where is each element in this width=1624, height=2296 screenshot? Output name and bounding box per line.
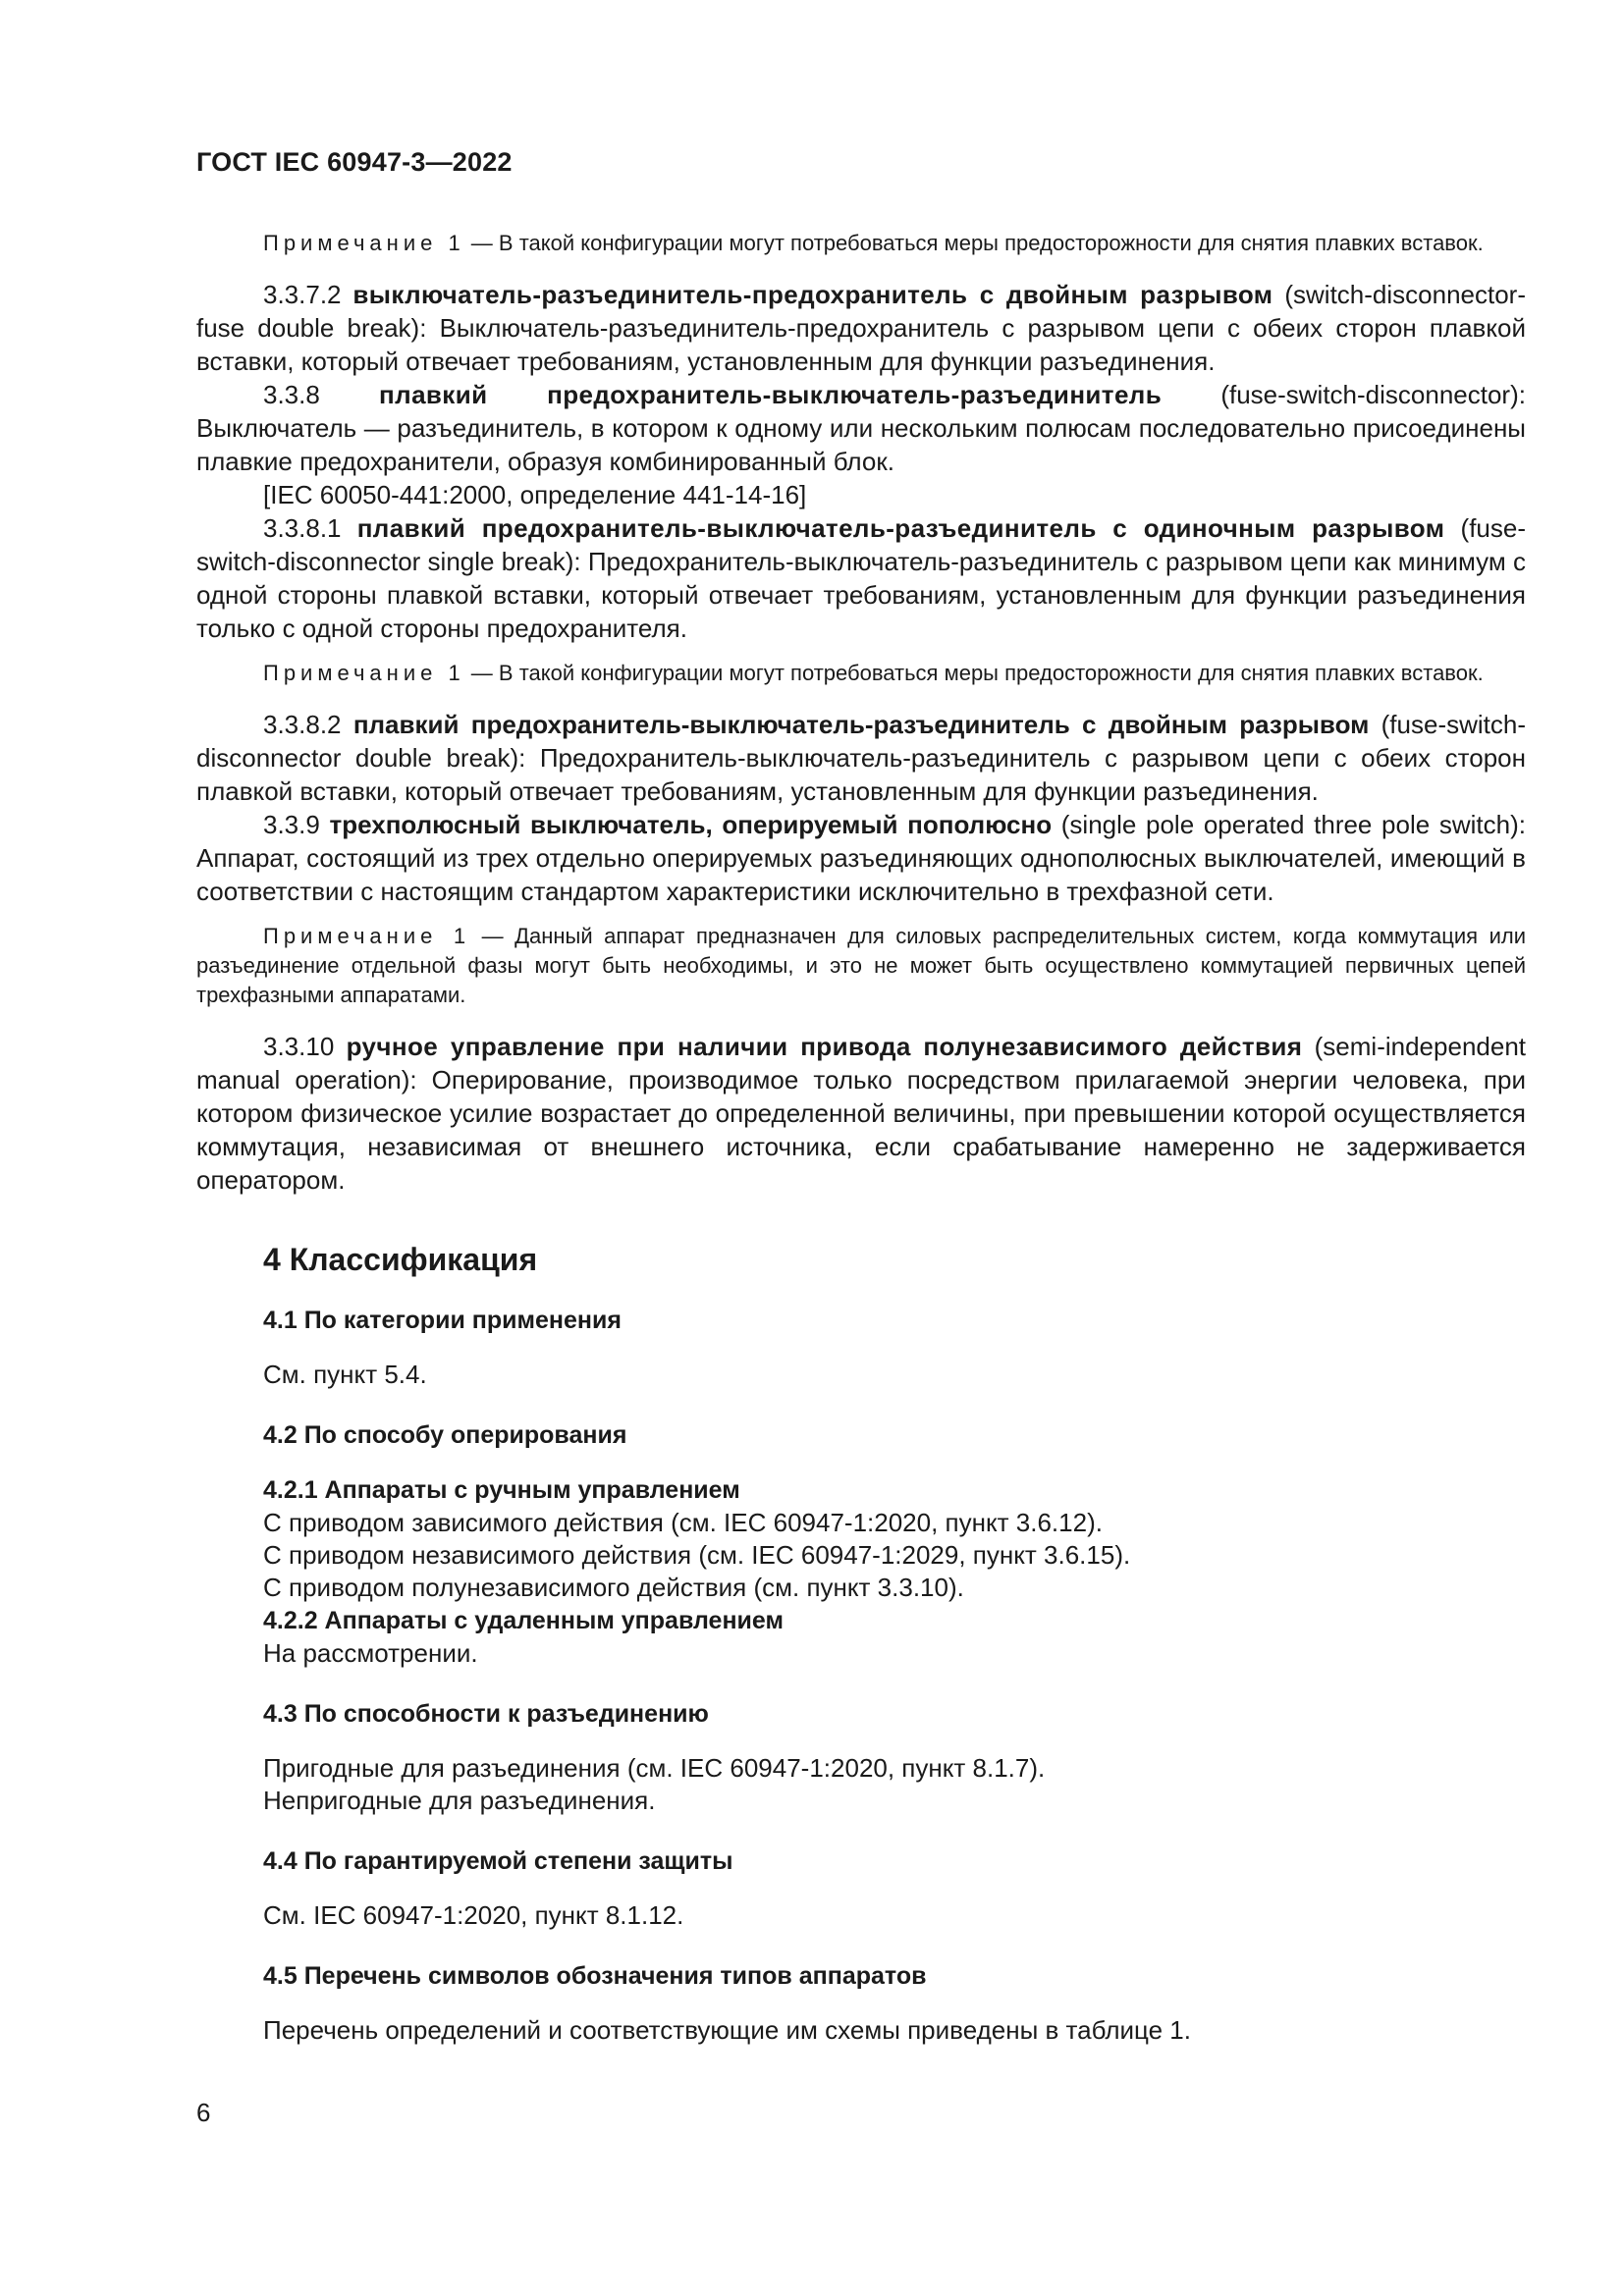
subsection-title: 4.5 Перечень символов обозначения типов аппаратов	[263, 1962, 927, 1990]
body-line: Непригодные для разъединения.	[263, 1786, 656, 1815]
term-3-3-8-2	[196, 708, 1526, 808]
subsection-title: 4.1 По категории применения	[263, 1307, 622, 1334]
note	[196, 229, 1526, 258]
clause-number: 3.3.10	[263, 1032, 347, 1061]
note-text: — Данный аппарат предназначен для силовых распределительных систем, когда коммутация или разъединение отдельной фазы могут быть необходимы, и это не может быть осуществлено коммутацией первичных цепей трехфазными аппаратами.	[196, 924, 1526, 1007]
clause-number: 3.3.8	[263, 380, 380, 409]
body-line: Пригодные для разъединения (см. IEC 60947-1:2020, пункт 8.1.7).	[263, 1753, 1046, 1783]
clause-number: 3.3.7.2	[263, 280, 353, 309]
document-page	[196, 147, 1526, 2047]
clause-number: 3.3.8.2	[263, 710, 353, 739]
clause-number: 3.3.9	[263, 810, 330, 839]
note	[196, 659, 1526, 688]
note-label: Примечание 1	[263, 924, 471, 948]
body-line: С приводом полунезависимого действия (см. пункт 3.3.10).	[263, 1573, 964, 1602]
term-3-3-7-2	[196, 278, 1526, 378]
page-number: 6	[196, 2098, 211, 2127]
subsection-title: 4.4 По гарантируемой степени защиты	[263, 1847, 733, 1875]
document-header: ГОСТ IEC 60947-3—2022	[196, 147, 513, 177]
body-line: Перечень определений и соответствующие им схемы приведены в таблице 1.	[263, 2015, 1191, 2045]
term-3-3-9	[196, 808, 1526, 908]
term-name: ручное управление при наличии привода полунезависимого действия	[346, 1032, 1303, 1061]
term-definition: (fuse-switch-disconnector double break): Предохранитель-выключатель-разъединитель с разрывом цепи с обеих сторон плавкой вставки, который отвечает требованиям, установленным для функции разъединения.	[196, 710, 1526, 806]
note	[196, 922, 1526, 1010]
clause-number: 3.3.8.1	[263, 513, 357, 543]
note-label: Примечание 1	[263, 231, 465, 255]
note-text: — В такой конфигурации могут потребоваться меры предосторожности для снятия плавких вставок.	[464, 231, 1484, 255]
term-definition: (fuse-switch-disconnector): Выключатель — разъединитель, в котором к одному или нескольким полюсам последовательно присоединены плавкие предохранители, образуя комбинированный блок.	[196, 380, 1526, 476]
term-definition: (semi-independent manual operation): Оперирование, производимое только посредством прилагаемой энергии человека, при котором физическое усилие возрастает до определенной величины, при превышении которой осуществляется коммутация, независимая от внешнего источника, если срабатывание намеренно не задерживается оператором.	[196, 1032, 1527, 1195]
subsection-title: 4.2.1 Аппараты с ручным управлением	[263, 1476, 740, 1504]
term-definition: (fuse-switch-disconnector single break): Предохранитель-выключатель-разъединитель с разрывом цепи как минимум с одной стороны плавкой вставки, который отвечает требованиям, установленным для функции разъединения только с одной стороны предохранителя.	[196, 513, 1526, 643]
body-line: См. IEC 60947-1:2020, пункт 8.1.12.	[263, 1900, 684, 1930]
section-title: 4 Классификация	[263, 1242, 538, 1277]
term-3-3-8	[196, 378, 1526, 478]
body-line: С приводом независимого действия (см. IEC 60947-1:2029, пункт 3.6.15).	[263, 1540, 1131, 1570]
body-line: См. пункт 5.4.	[263, 1360, 427, 1389]
term-3-3-10	[196, 1030, 1526, 1197]
subsection-title: 4.2 По способу оперирования	[263, 1421, 627, 1449]
term-name: плавкий предохранитель-выключатель-разъединитель с двойным разрывом	[352, 710, 1370, 739]
term-definition: (switch-disconnector-fuse double break): Выключатель-разъединитель-предохранитель с разрывом цепи с обеих сторон плавкой вставки, который отвечает требованиям, установленным для функции разъединения.	[196, 280, 1526, 376]
body-line: На рассмотрении.	[263, 1638, 478, 1668]
term-name: плавкий предохранитель-выключатель-разъединитель	[379, 380, 1163, 409]
subsection-title: 4.2.2 Аппараты с удаленным управлением	[263, 1607, 784, 1634]
note-text: — В такой конфигурации могут потребоваться меры предосторожности для снятия плавких вставок.	[464, 661, 1484, 685]
body-line: С приводом зависимого действия (см. IEC 60947-1:2020, пункт 3.6.12).	[263, 1508, 1103, 1537]
term-name: выключатель-разъединитель-предохранитель с двойным разрывом	[352, 280, 1273, 309]
term-definition: (single pole operated three pole switch): Аппарат, состоящий из трех отдельно оперируемых разъединяющих однополюсных выключателей, имеющий в соответствии с настоящим стандартом характеристики исключительно в трехфазной сети.	[196, 810, 1526, 906]
reference-line: [IEC 60050-441:2000, определение 441-14-16]	[263, 480, 807, 509]
term-3-3-8-1	[196, 511, 1526, 645]
term-name: трехполюсный выключатель, оперируемый пополюсно	[329, 810, 1053, 839]
note-label: Примечание 1	[263, 661, 465, 685]
term-name: плавкий предохранитель-выключатель-разъединитель с одиночным разрывом	[356, 513, 1445, 543]
subsection-title: 4.3 По способности к разъединению	[263, 1700, 709, 1728]
